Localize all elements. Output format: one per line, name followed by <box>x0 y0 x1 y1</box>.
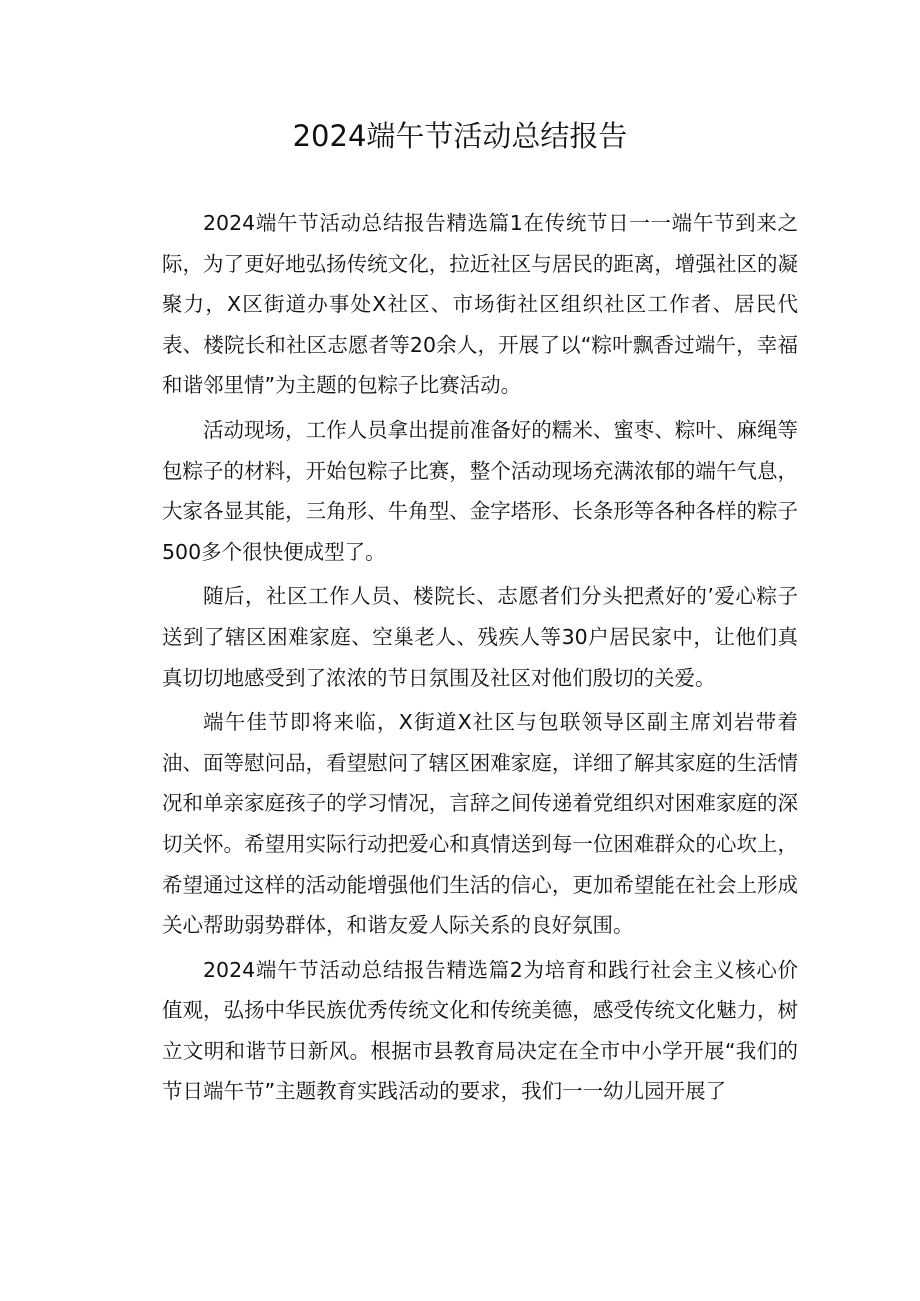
paragraph-1: 2024端午节活动总结报告精选篇1在传统节日一一端午节到来之际，为了更好地弘扬传统文化，拉近社区与居民的距离，增强社区的凝聚力，X区街道办事处X社区、市场街社区组织社区工作者、居民代表、楼院长和社区志愿者等20余人，开展了以“粽叶飘香过端午，幸福和谐邻里情”为主题的包粽子比赛活动。 <box>162 211 798 398</box>
document-body <box>162 203 798 1116</box>
paragraph-3: 随后，社区工作人员、楼院长、志愿者们分头把煮好的’爱心粽子送到了辖区困难家庭、空巢老人、残疾人等30户居民家中，让他们真真切切地感受到了浓浓的节日氛围及社区对他们殷切的关爱。 <box>162 584 798 690</box>
document-title: 2024端午节活动总结报告 <box>292 119 628 153</box>
paragraph-5: 2024端午节活动总结报告精选篇2为培育和践行社会主义核心价值观，弘扬中华民族优秀传统文化和传统美德，感受传统文化魅力，树立文明和谐节日新风。根据市县教育局决定在全市中小学开展“我们的节日端午节”主题教育实践活动的要求，我们一一幼儿园开展了 <box>162 957 798 1104</box>
paragraph-2: 活动现场，工作人员拿出提前准备好的糯米、蜜枣、粽叶、麻绳等包粽子的材料，开始包粽子比赛，整个活动现场充满浓郁的端午气息，大家各显其能，三角形、牛角型、金字塔形、长条形等各种各样的粽子500多个很快便成型了。 <box>162 417 798 564</box>
paragraph-4: 端午佳节即将来临，X街道X社区与包联领导区副主席刘岩带着油、面等慰问品，看望慰问了辖区困难家庭，详细了解其家庭的生活情况和单亲家庭孩子的学习情况，言辞之间传递着党组织对困难家庭的深切关怀。希望用实际行动把爱心和真情送到每一位困难群众的心坎上，希望通过这样的活动能增强他们生活的信心，更加希望能在社会上形成关心帮助弱势群体，和谐友爱人际关系的良好氛围。 <box>162 710 798 938</box>
